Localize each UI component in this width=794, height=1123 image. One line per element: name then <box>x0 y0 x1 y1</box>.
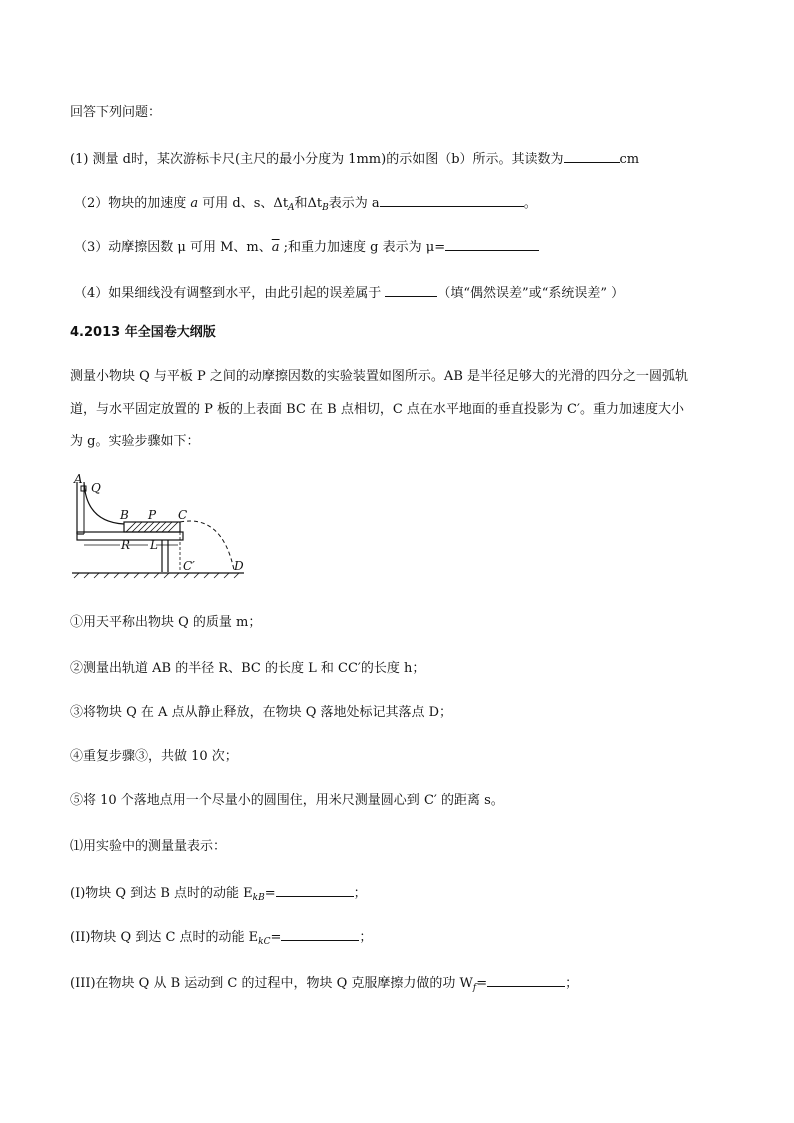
sub-intro: ⑴用实验中的测量量表示： <box>70 839 227 854</box>
label-c-prime: C′ <box>183 559 195 573</box>
q2-end: 。 <box>523 196 537 211</box>
q4-post: （填“偶然误差”或“系统误差” ） <box>437 286 625 301</box>
q2-sub-a: A <box>288 203 295 213</box>
q2-post: 表示为 a <box>328 196 380 211</box>
item-3-post: = <box>476 976 488 991</box>
step-5: ⑤将 10 个落地点用一个尽量小的圆围住，用米尺测量圆心到 C′ 的距离 s。 <box>70 793 504 808</box>
paragraph-line-2: 道，与水平固定放置的 P 板的上表面 BC 在 B 点相切，C 点在水平地面的垂直投影为 C′。重力加速度大小 <box>70 402 684 417</box>
item-3-sub: f <box>472 983 477 993</box>
q4-pre: （4）如果细线没有调整到水平，由此引起的误差属于 <box>74 286 386 301</box>
arc-track <box>84 482 124 524</box>
board-hatching <box>126 522 178 532</box>
label-p: P <box>148 508 157 522</box>
q2-mid: 可用 d、s、Δt <box>198 196 289 211</box>
step-2: ②测量出轨道 AB 的半径 R、BC 的长度 L 和 CC′的长度 h； <box>70 661 426 676</box>
q2-a: a <box>190 196 199 211</box>
label-q: Q <box>91 481 101 495</box>
q1-unit: cm <box>619 152 640 167</box>
item-3-pre: (III)在物块 Q 从 B 运动到 C 的过程中，物块 Q 克服摩擦力做的功 W <box>70 976 473 991</box>
q3-a-bar: $\overline{a}$ <box>271 240 280 255</box>
item-1-pre: (I)物块 Q 到达 B 点时的动能 E <box>70 886 253 901</box>
answer-blank-item-1[interactable] <box>276 882 354 897</box>
q3-post: ;和重力加速度 g 表示为 μ= <box>279 240 446 255</box>
intro-text: 回答下列问题： <box>70 105 162 120</box>
answer-blank-item-3[interactable] <box>487 972 565 987</box>
question-2 <box>74 192 537 217</box>
q3-pre: （3）动摩擦因数 μ 可用 M、m、 <box>74 240 272 255</box>
question-4 <box>74 282 624 303</box>
section-title: 4.2013 年全国卷大纲版 <box>70 325 216 340</box>
item-3 <box>70 972 578 997</box>
ground-hatching <box>74 573 239 578</box>
label-l: L <box>150 538 158 552</box>
label-a: A <box>74 474 83 486</box>
step-3: ③将物块 Q 在 A 点从静止释放，在物块 Q 落地处标记其落点 D； <box>70 705 453 720</box>
item-1 <box>70 882 367 907</box>
apparatus-figure <box>72 474 262 584</box>
item-2-post: = <box>270 930 282 945</box>
item-2 <box>70 926 372 951</box>
answer-blank-q1[interactable] <box>564 148 620 163</box>
answer-blank-q2[interactable] <box>380 192 524 207</box>
step-4: ④重复步骤③，共做 10 次； <box>70 749 238 764</box>
answer-blank-item-2[interactable] <box>281 926 359 941</box>
q2-and: 和Δt <box>294 196 323 211</box>
item-3-end: ； <box>565 976 579 991</box>
item-2-end: ； <box>359 930 373 945</box>
answer-blank-q3[interactable] <box>445 236 539 251</box>
q1-text: (1) 测量 d时，某次游标卡尺(主尺的最小分度为 1mm)的示如图（b）所示。其读数为 <box>70 152 564 167</box>
item-1-post: = <box>264 886 276 901</box>
step-1: ①用天平称出物块 Q 的质量 m； <box>70 615 262 630</box>
label-b: B <box>120 508 129 522</box>
item-1-sub: kB <box>252 893 265 903</box>
item-2-sub: kC <box>258 937 271 947</box>
q2-sub-b: B <box>322 203 329 213</box>
paragraph-line-1: 测量小物块 Q 与平板 P 之间的动摩擦因数的实验装置如图所示。AB 是半径足够大的光滑的四分之一圆弧轨 <box>70 369 689 384</box>
label-c: C <box>178 508 188 522</box>
answer-blank-q4[interactable] <box>385 282 437 297</box>
label-r: R <box>121 538 131 552</box>
item-1-end: ； <box>353 886 367 901</box>
paragraph-line-3: 为 g。实验步骤如下： <box>70 434 200 449</box>
question-1 <box>70 148 639 169</box>
item-2-pre: (II)物块 Q 到达 C 点时的动能 E <box>70 930 259 945</box>
q2-pre: （2）物块的加速度 <box>74 196 191 211</box>
label-d: D <box>234 559 244 573</box>
question-3 <box>74 236 539 257</box>
